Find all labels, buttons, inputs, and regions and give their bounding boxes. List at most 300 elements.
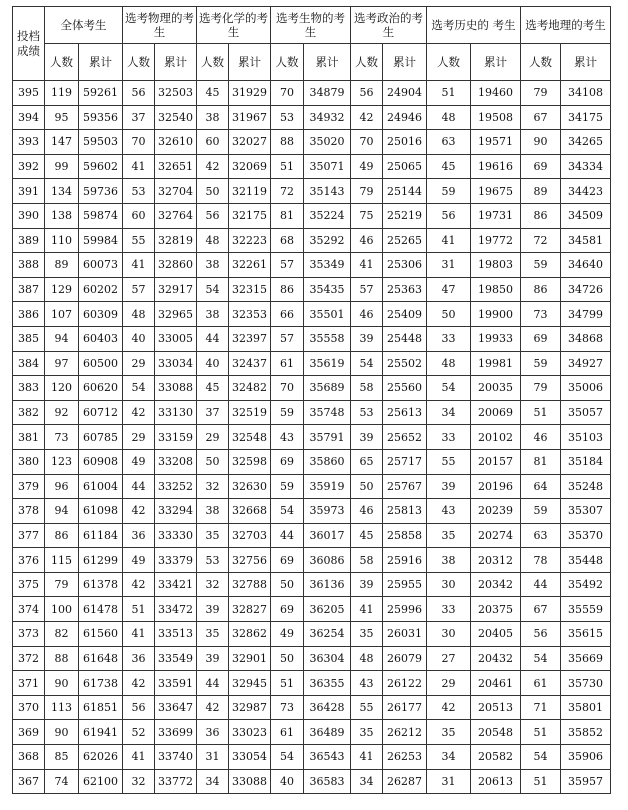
total-cell: 20102 xyxy=(471,425,521,450)
total-cell: 61738 xyxy=(79,671,123,696)
total-cell: 32704 xyxy=(155,179,197,204)
count-cell: 73 xyxy=(45,425,79,450)
total-cell: 34932 xyxy=(304,105,351,130)
count-cell: 56 xyxy=(197,203,229,228)
total-cell: 36543 xyxy=(304,745,351,770)
total-cell: 19803 xyxy=(471,253,521,278)
count-cell: 50 xyxy=(197,449,229,474)
count-cell: 43 xyxy=(351,671,383,696)
count-cell: 81 xyxy=(521,449,561,474)
count-cell: 34 xyxy=(427,400,471,425)
count-cell: 41 xyxy=(351,253,383,278)
count-cell: 31 xyxy=(427,253,471,278)
count-cell: 49 xyxy=(123,449,155,474)
total-cell: 32353 xyxy=(229,302,271,327)
sub-header-total: 累计 xyxy=(471,44,521,81)
count-cell: 52 xyxy=(123,720,155,745)
total-cell: 32901 xyxy=(229,646,271,671)
count-cell: 67 xyxy=(521,105,561,130)
total-cell: 20069 xyxy=(471,400,521,425)
total-cell: 35860 xyxy=(304,449,351,474)
table-row xyxy=(13,474,611,499)
total-cell: 32862 xyxy=(229,622,271,647)
count-cell: 38 xyxy=(197,253,229,278)
count-cell: 49 xyxy=(271,622,304,647)
count-cell: 72 xyxy=(271,179,304,204)
count-cell: 50 xyxy=(351,474,383,499)
total-cell: 35957 xyxy=(561,769,611,794)
total-cell: 61184 xyxy=(79,523,123,548)
group-header-politics: 选考政治的考生 xyxy=(351,7,427,44)
total-cell: 32987 xyxy=(229,695,271,720)
total-cell: 60620 xyxy=(79,376,123,401)
count-cell: 36 xyxy=(197,720,229,745)
total-cell: 25016 xyxy=(383,130,427,155)
total-cell: 33472 xyxy=(155,597,197,622)
total-cell: 35292 xyxy=(304,228,351,253)
total-cell: 35730 xyxy=(561,671,611,696)
total-cell: 36017 xyxy=(304,523,351,548)
total-cell: 60202 xyxy=(79,277,123,302)
count-cell: 45 xyxy=(351,523,383,548)
total-cell: 33699 xyxy=(155,720,197,745)
total-cell: 33772 xyxy=(155,769,197,794)
total-cell: 33034 xyxy=(155,351,197,376)
total-cell: 25858 xyxy=(383,523,427,548)
total-cell: 33005 xyxy=(155,326,197,351)
total-cell: 59356 xyxy=(79,105,123,130)
score-cell: 392 xyxy=(13,154,45,179)
score-cell: 385 xyxy=(13,326,45,351)
total-cell: 19460 xyxy=(471,81,521,106)
count-cell: 50 xyxy=(427,302,471,327)
score-cell: 390 xyxy=(13,203,45,228)
total-cell: 35057 xyxy=(561,400,611,425)
table-row xyxy=(13,351,611,376)
count-cell: 55 xyxy=(427,449,471,474)
sub-header-count: 人数 xyxy=(45,44,79,81)
count-cell: 89 xyxy=(521,179,561,204)
count-cell: 42 xyxy=(123,572,155,597)
total-cell: 35689 xyxy=(304,376,351,401)
table-row xyxy=(13,105,611,130)
count-cell: 51 xyxy=(271,154,304,179)
total-cell: 34927 xyxy=(561,351,611,376)
total-cell: 60908 xyxy=(79,449,123,474)
total-cell: 32945 xyxy=(229,671,271,696)
count-cell: 96 xyxy=(45,474,79,499)
count-cell: 33 xyxy=(427,597,471,622)
count-cell: 53 xyxy=(351,400,383,425)
count-cell: 40 xyxy=(123,326,155,351)
count-cell: 44 xyxy=(197,671,229,696)
total-cell: 32819 xyxy=(155,228,197,253)
total-cell: 36304 xyxy=(304,646,351,671)
table-row xyxy=(13,499,611,524)
count-cell: 61 xyxy=(271,351,304,376)
total-cell: 34581 xyxy=(561,228,611,253)
total-cell: 36086 xyxy=(304,548,351,573)
count-cell: 54 xyxy=(351,351,383,376)
count-cell: 92 xyxy=(45,400,79,425)
total-cell: 19772 xyxy=(471,228,521,253)
total-cell: 35349 xyxy=(304,253,351,278)
total-cell: 32482 xyxy=(229,376,271,401)
sub-header-count: 人数 xyxy=(521,44,561,81)
total-cell: 33294 xyxy=(155,499,197,524)
total-cell: 60309 xyxy=(79,302,123,327)
count-cell: 45 xyxy=(427,154,471,179)
score-cell: 369 xyxy=(13,720,45,745)
total-cell: 25916 xyxy=(383,548,427,573)
total-cell: 33208 xyxy=(155,449,197,474)
total-cell: 32548 xyxy=(229,425,271,450)
total-cell: 61941 xyxy=(79,720,123,745)
count-cell: 70 xyxy=(123,130,155,155)
count-cell: 119 xyxy=(45,81,79,106)
count-cell: 75 xyxy=(351,203,383,228)
count-cell: 70 xyxy=(351,130,383,155)
count-cell: 79 xyxy=(521,376,561,401)
total-cell: 32027 xyxy=(229,130,271,155)
total-cell: 33647 xyxy=(155,695,197,720)
total-cell: 25767 xyxy=(383,474,427,499)
table-row xyxy=(13,203,611,228)
total-cell: 61299 xyxy=(79,548,123,573)
count-cell: 88 xyxy=(45,646,79,671)
count-cell: 44 xyxy=(271,523,304,548)
count-cell: 46 xyxy=(351,302,383,327)
count-cell: 81 xyxy=(271,203,304,228)
total-cell: 32756 xyxy=(229,548,271,573)
count-cell: 38 xyxy=(197,105,229,130)
count-cell: 36 xyxy=(123,646,155,671)
table-row xyxy=(13,302,611,327)
count-cell: 39 xyxy=(197,646,229,671)
count-cell: 54 xyxy=(271,499,304,524)
total-cell: 26212 xyxy=(383,720,427,745)
score-cell: 375 xyxy=(13,572,45,597)
total-cell: 35973 xyxy=(304,499,351,524)
total-cell: 32397 xyxy=(229,326,271,351)
total-cell: 32223 xyxy=(229,228,271,253)
count-cell: 56 xyxy=(123,695,155,720)
count-cell: 53 xyxy=(197,548,229,573)
count-cell: 59 xyxy=(521,351,561,376)
score-cell: 376 xyxy=(13,548,45,573)
count-cell: 69 xyxy=(271,548,304,573)
count-cell: 90 xyxy=(45,720,79,745)
count-cell: 29 xyxy=(123,351,155,376)
table-row xyxy=(13,400,611,425)
table-row xyxy=(13,671,611,696)
sub-header-total: 累计 xyxy=(383,44,427,81)
total-cell: 32965 xyxy=(155,302,197,327)
total-cell: 59984 xyxy=(79,228,123,253)
count-cell: 86 xyxy=(521,277,561,302)
total-cell: 32610 xyxy=(155,130,197,155)
total-cell: 32703 xyxy=(229,523,271,548)
count-cell: 79 xyxy=(351,179,383,204)
total-cell: 36489 xyxy=(304,720,351,745)
count-cell: 134 xyxy=(45,179,79,204)
count-cell: 54 xyxy=(123,376,155,401)
total-cell: 25306 xyxy=(383,253,427,278)
count-cell: 29 xyxy=(427,671,471,696)
count-cell: 34 xyxy=(351,769,383,794)
score-cell: 368 xyxy=(13,745,45,770)
count-cell: 61 xyxy=(271,720,304,745)
total-cell: 61004 xyxy=(79,474,123,499)
total-cell: 61478 xyxy=(79,597,123,622)
total-cell: 35791 xyxy=(304,425,351,450)
total-cell: 25409 xyxy=(383,302,427,327)
total-cell: 35801 xyxy=(561,695,611,720)
count-cell: 59 xyxy=(427,179,471,204)
count-cell: 43 xyxy=(271,425,304,450)
table-row xyxy=(13,130,611,155)
score-cell: 372 xyxy=(13,646,45,671)
total-cell: 32651 xyxy=(155,154,197,179)
total-cell: 20035 xyxy=(471,376,521,401)
table-row xyxy=(13,253,611,278)
total-cell: 20196 xyxy=(471,474,521,499)
total-cell: 25219 xyxy=(383,203,427,228)
total-cell: 34726 xyxy=(561,277,611,302)
total-cell: 20461 xyxy=(471,671,521,696)
total-cell: 35669 xyxy=(561,646,611,671)
count-cell: 35 xyxy=(427,523,471,548)
count-cell: 90 xyxy=(521,130,561,155)
total-cell: 34868 xyxy=(561,326,611,351)
table-row xyxy=(13,695,611,720)
count-cell: 43 xyxy=(427,499,471,524)
total-cell: 60073 xyxy=(79,253,123,278)
count-cell: 35 xyxy=(351,720,383,745)
total-cell: 32917 xyxy=(155,277,197,302)
table-row xyxy=(13,622,611,647)
score-cell: 379 xyxy=(13,474,45,499)
group-header-geography: 选考地理的考生 xyxy=(521,7,611,44)
count-cell: 30 xyxy=(427,572,471,597)
total-cell: 20312 xyxy=(471,548,521,573)
sub-header-total: 累计 xyxy=(229,44,271,81)
total-cell: 32315 xyxy=(229,277,271,302)
count-cell: 39 xyxy=(351,572,383,597)
score-cell: 394 xyxy=(13,105,45,130)
table-row xyxy=(13,425,611,450)
count-cell: 49 xyxy=(351,154,383,179)
total-cell: 25996 xyxy=(383,597,427,622)
count-cell: 100 xyxy=(45,597,79,622)
count-cell: 129 xyxy=(45,277,79,302)
count-cell: 48 xyxy=(351,646,383,671)
score-cell: 383 xyxy=(13,376,45,401)
count-cell: 73 xyxy=(271,695,304,720)
score-column-header: 投档成绩 xyxy=(13,7,45,81)
count-cell: 95 xyxy=(45,105,79,130)
score-cell: 395 xyxy=(13,81,45,106)
total-cell: 60500 xyxy=(79,351,123,376)
count-cell: 48 xyxy=(123,302,155,327)
total-cell: 34334 xyxy=(561,154,611,179)
count-cell: 72 xyxy=(521,228,561,253)
total-cell: 36428 xyxy=(304,695,351,720)
count-cell: 54 xyxy=(521,646,561,671)
table-row xyxy=(13,769,611,794)
count-cell: 45 xyxy=(197,81,229,106)
table-body xyxy=(13,81,611,794)
score-cell: 387 xyxy=(13,277,45,302)
total-cell: 24946 xyxy=(383,105,427,130)
total-cell: 19900 xyxy=(471,302,521,327)
count-cell: 61 xyxy=(521,671,561,696)
total-cell: 33088 xyxy=(155,376,197,401)
total-cell: 20375 xyxy=(471,597,521,622)
total-cell: 25363 xyxy=(383,277,427,302)
count-cell: 42 xyxy=(123,499,155,524)
count-cell: 138 xyxy=(45,203,79,228)
total-cell: 20613 xyxy=(471,769,521,794)
total-cell: 35248 xyxy=(561,474,611,499)
count-cell: 66 xyxy=(271,302,304,327)
total-cell: 34509 xyxy=(561,203,611,228)
count-cell: 48 xyxy=(427,105,471,130)
table-row xyxy=(13,597,611,622)
total-cell: 59602 xyxy=(79,154,123,179)
count-cell: 41 xyxy=(351,597,383,622)
count-cell: 57 xyxy=(123,277,155,302)
total-cell: 20513 xyxy=(471,695,521,720)
total-cell: 61378 xyxy=(79,572,123,597)
total-cell: 33330 xyxy=(155,523,197,548)
total-cell: 20405 xyxy=(471,622,521,647)
count-cell: 46 xyxy=(521,425,561,450)
count-cell: 67 xyxy=(521,597,561,622)
total-cell: 20342 xyxy=(471,572,521,597)
total-cell: 25265 xyxy=(383,228,427,253)
count-cell: 56 xyxy=(351,81,383,106)
total-cell: 20432 xyxy=(471,646,521,671)
total-cell: 35435 xyxy=(304,277,351,302)
total-cell: 32540 xyxy=(155,105,197,130)
count-cell: 42 xyxy=(123,400,155,425)
total-cell: 32788 xyxy=(229,572,271,597)
count-cell: 37 xyxy=(197,400,229,425)
count-cell: 44 xyxy=(123,474,155,499)
total-cell: 33591 xyxy=(155,671,197,696)
sub-header-count: 人数 xyxy=(351,44,383,81)
count-cell: 27 xyxy=(427,646,471,671)
score-cell: 370 xyxy=(13,695,45,720)
total-cell: 25652 xyxy=(383,425,427,450)
count-cell: 32 xyxy=(197,572,229,597)
count-cell: 69 xyxy=(521,326,561,351)
table-row xyxy=(13,179,611,204)
group-header-all: 全体考生 xyxy=(45,7,123,44)
total-cell: 31929 xyxy=(229,81,271,106)
count-cell: 51 xyxy=(521,720,561,745)
count-cell: 44 xyxy=(521,572,561,597)
count-cell: 33 xyxy=(427,425,471,450)
count-cell: 53 xyxy=(123,179,155,204)
total-cell: 33421 xyxy=(155,572,197,597)
total-cell: 35559 xyxy=(561,597,611,622)
count-cell: 68 xyxy=(271,228,304,253)
total-cell: 35143 xyxy=(304,179,351,204)
count-cell: 59 xyxy=(271,400,304,425)
sub-header-count: 人数 xyxy=(427,44,471,81)
count-cell: 70 xyxy=(271,81,304,106)
total-cell: 32668 xyxy=(229,499,271,524)
count-cell: 54 xyxy=(521,745,561,770)
count-cell: 35 xyxy=(351,622,383,647)
total-cell: 35020 xyxy=(304,130,351,155)
score-cell: 384 xyxy=(13,351,45,376)
table-row xyxy=(13,228,611,253)
total-cell: 33088 xyxy=(229,769,271,794)
count-cell: 31 xyxy=(197,745,229,770)
count-cell: 79 xyxy=(45,572,79,597)
count-cell: 107 xyxy=(45,302,79,327)
table-row xyxy=(13,326,611,351)
sub-header-total: 累计 xyxy=(561,44,611,81)
score-cell: 382 xyxy=(13,400,45,425)
total-cell: 35006 xyxy=(561,376,611,401)
total-cell: 24904 xyxy=(383,81,427,106)
total-cell: 32119 xyxy=(229,179,271,204)
count-cell: 86 xyxy=(521,203,561,228)
total-cell: 33054 xyxy=(229,745,271,770)
group-header-history: 选考历史的 考生 xyxy=(427,7,521,44)
count-cell: 147 xyxy=(45,130,79,155)
total-cell: 35558 xyxy=(304,326,351,351)
count-cell: 42 xyxy=(427,695,471,720)
total-cell: 19850 xyxy=(471,277,521,302)
header-row-groups xyxy=(13,7,611,44)
total-cell: 60403 xyxy=(79,326,123,351)
count-cell: 39 xyxy=(427,474,471,499)
count-cell: 56 xyxy=(521,622,561,647)
count-cell: 49 xyxy=(123,548,155,573)
total-cell: 26177 xyxy=(383,695,427,720)
table-row xyxy=(13,572,611,597)
total-cell: 36136 xyxy=(304,572,351,597)
total-cell: 34108 xyxy=(561,81,611,106)
total-cell: 34423 xyxy=(561,179,611,204)
table-row xyxy=(13,523,611,548)
count-cell: 47 xyxy=(427,277,471,302)
count-cell: 58 xyxy=(351,548,383,573)
score-cell: 373 xyxy=(13,622,45,647)
count-cell: 57 xyxy=(351,277,383,302)
count-cell: 56 xyxy=(123,81,155,106)
count-cell: 42 xyxy=(123,671,155,696)
count-cell: 45 xyxy=(197,376,229,401)
score-cell: 393 xyxy=(13,130,45,155)
count-cell: 41 xyxy=(351,745,383,770)
total-cell: 32437 xyxy=(229,351,271,376)
count-cell: 35 xyxy=(197,523,229,548)
table-row xyxy=(13,376,611,401)
total-cell: 19933 xyxy=(471,326,521,351)
count-cell: 55 xyxy=(351,695,383,720)
count-cell: 41 xyxy=(123,745,155,770)
count-cell: 39 xyxy=(197,597,229,622)
table-row xyxy=(13,81,611,106)
total-cell: 60712 xyxy=(79,400,123,425)
count-cell: 36 xyxy=(123,523,155,548)
